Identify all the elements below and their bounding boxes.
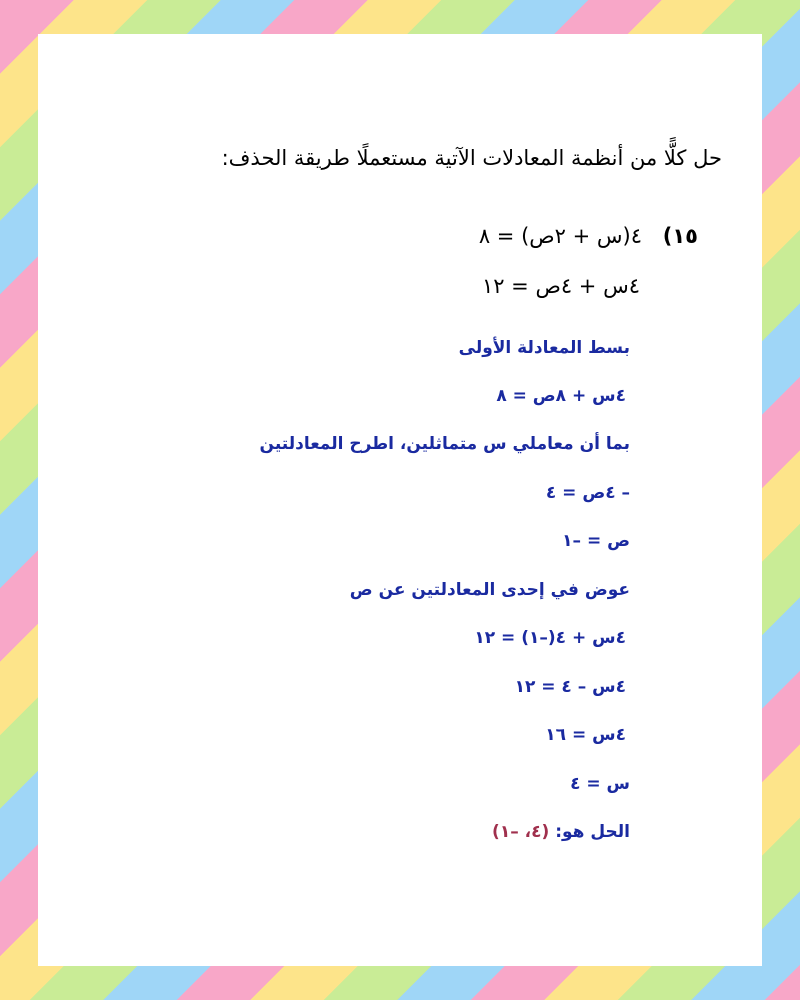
step-1: بسط المعادلة الأولى [458, 338, 630, 358]
equation-2: ٤س + ٤ص = ١٢ [481, 274, 640, 298]
problem-number-label: ١٥) [662, 224, 698, 248]
step-2: ٤س + ٨ص = ٨ [496, 386, 626, 406]
problem-number [663, 224, 698, 248]
equation-1: ٤(س + ٢ص) = ٨ [478, 224, 642, 248]
step-10: س = ٤ [570, 774, 630, 794]
answer-value: (٤، –١) [492, 822, 550, 842]
answer-line [492, 822, 630, 842]
step-8: ٤س – ٤ = ١٢ [514, 677, 626, 697]
step-9: ٤س = ١٦ [545, 725, 626, 745]
worksheet-page [38, 34, 762, 966]
answer-label: الحل هو: [555, 822, 630, 842]
step-3: بما أن معاملي س متماثلين، اطرح المعادلتين [259, 434, 630, 454]
step-5: ص = –١ [562, 531, 630, 551]
step-7: ٤س + ٤(–١) = ١٢ [474, 628, 626, 648]
step-4: – ٤ص = ٤ [545, 483, 630, 503]
step-6: عوض في إحدى المعادلتين عن ص [349, 580, 630, 600]
instruction-text: حل كلًّا من أنظمة المعادلات الآتية مستعملًا طريقة الحذف: [221, 146, 722, 170]
